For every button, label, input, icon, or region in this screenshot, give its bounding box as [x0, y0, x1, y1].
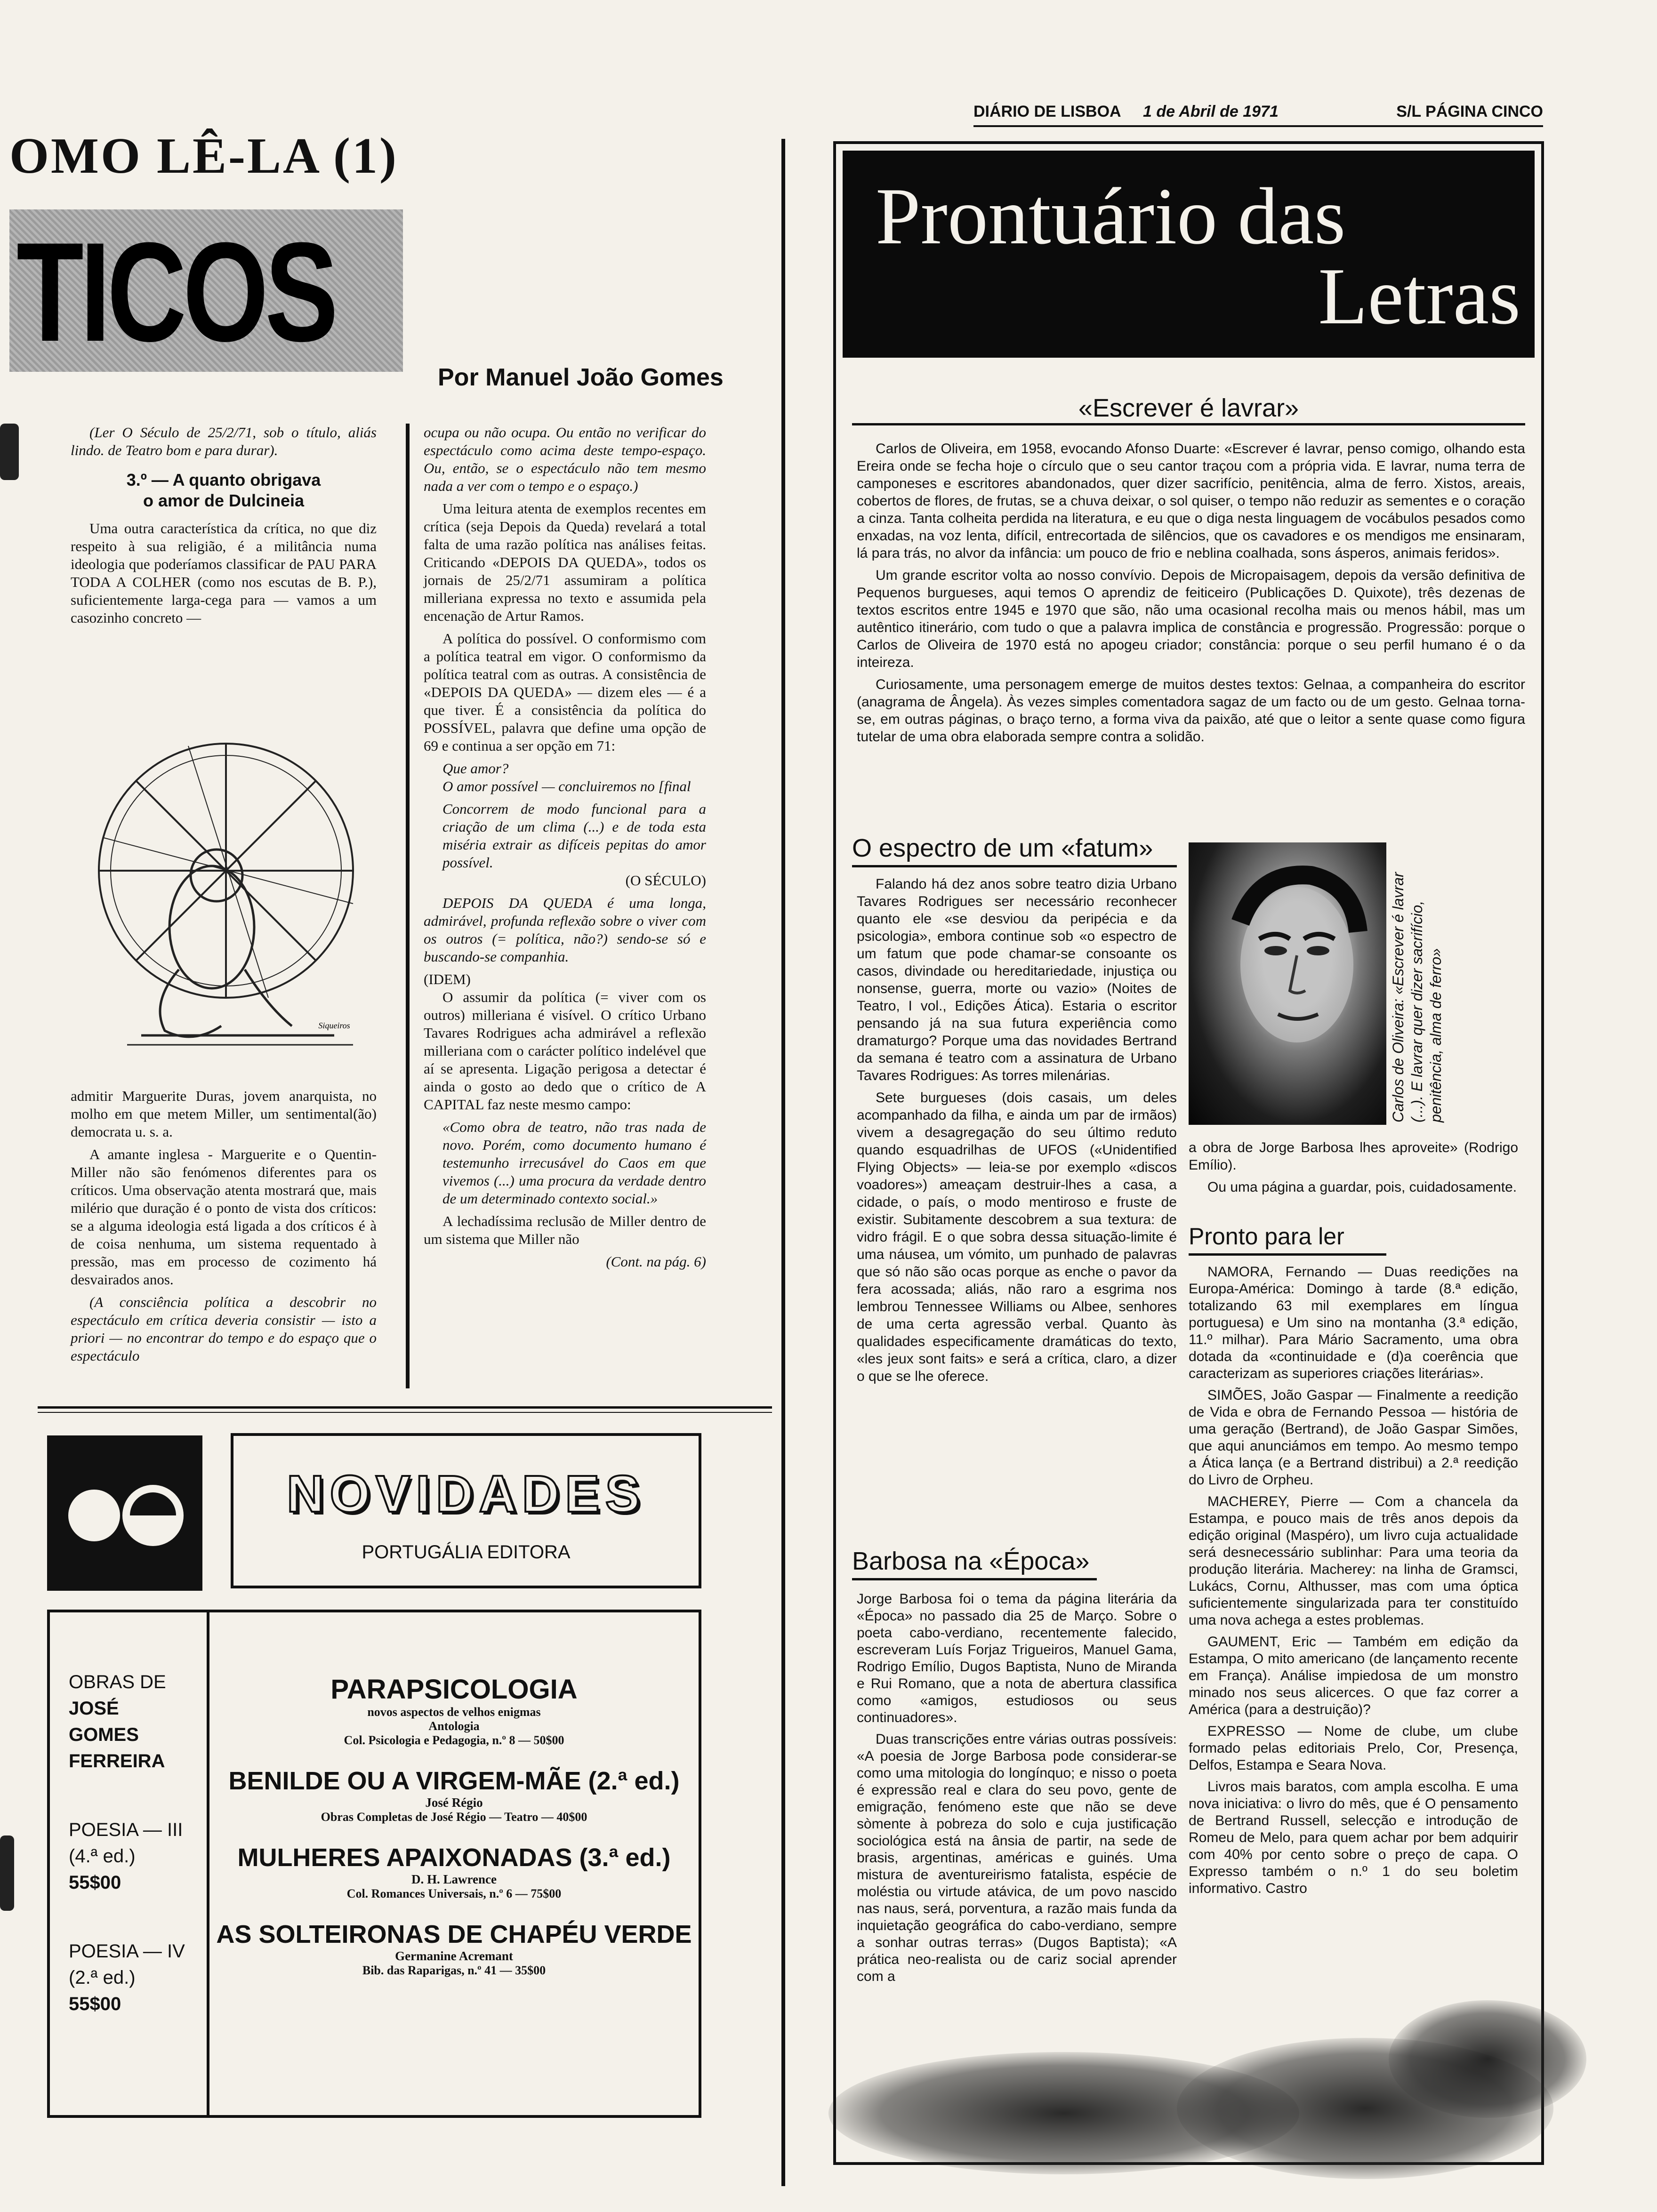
book-price: 55$00: [69, 1872, 121, 1893]
book-title: POESIA — IV: [69, 1941, 185, 1962]
paragraph: EXPRESSO — Nome de clube, um clube formado pelas editoriais Prelo, Cor, Presença, Delfos, Estampa e Seara Nova.: [1189, 1723, 1518, 1773]
left-column-2: [424, 424, 706, 1271]
section-rule: [38, 1406, 772, 1409]
book-title: PARAPSICOLOGIA: [330, 1674, 578, 1705]
paragraph: O assumir da política (= viver com os outros) milleriana é visível. O crítico Urbano Tavares Rodrigues acha admirável a reflexão milleriana com o carácter político indelével que aí se apresenta. Ligação perigosa a detectar é ainda o gosto ao dedo que o crítico de A CAPITAL faz neste mesmo campo:: [424, 989, 706, 1113]
left-column-1-cont: [71, 1087, 377, 1370]
section-espectro: [852, 833, 1177, 867]
paragraph: MACHEREY, Pierre — Com a chancela da Estampa, e pouco mais de três anos depois da edição original (Maspéro), um livro cuja actualidade será desnecessário sublinhar: Para uma teoria da produção literária. Macherey: na linha de Gramsci, Lukács, Cornu, Althusser, mas com uma óptica suficientemente singularizada para ter constituído uma nova achega a estes problemas.: [1189, 1494, 1518, 1628]
paragraph: Uma outra característica da crítica, no que diz respeito à sua religião, é a militância numa ideologia que poderíamos classificar de PAU PARA TODA A COLHER (como nos escutas de B. P.), suficientemente larga-cega para — vamos a um casozinho concreto —: [71, 520, 377, 626]
author-line: JOSÉ: [69, 1698, 119, 1719]
photo-eye: [1264, 946, 1287, 955]
novidades-title: NOVIDADES: [287, 1465, 645, 1523]
novidades-box: [231, 1433, 701, 1588]
book-price: 55$00: [69, 1994, 121, 2014]
quote-block: [442, 800, 706, 890]
quote-source: (IDEM): [424, 971, 471, 987]
continued-note: (Cont. na pág. 6): [606, 1253, 706, 1270]
masthead: [973, 103, 1543, 126]
paragraph: a obra de Jorge Barbosa lhes aproveite» (Rodrigo Emílio).: [1189, 1140, 1518, 1173]
publisher-name: PORTUGÁLIA EDITORA: [362, 1542, 571, 1563]
paragraph: ocupa ou não ocupa. Ou então no verificar do espectáculo como acima deste tempo-espaço. Ou, então, se o espectáculo não tem mesmo nada a ver com o tempo e o espaço.): [424, 424, 706, 494]
paragraph: SIMÕES, João Gaspar — Finalmente a reedição de Vida e obra de Fernando Pessoa — história de uma geração (Bertrand), de João Gaspar Simões, que aqui anunciámos em tempo. Ao mesmo tempo a Ática lança (e a Bertrand distribui) a 2.ª reedição do Livro de Orpheu.: [1189, 1387, 1518, 1488]
section-title: Barbosa na «Época»: [852, 1547, 1090, 1575]
left-column-1: [71, 424, 377, 632]
book-title: BENILDE OU A VIRGEM-MÃE (2.ª ed.): [228, 1767, 680, 1795]
book-subtitle: Antologia: [428, 1719, 480, 1733]
title-rule: [1189, 1253, 1386, 1256]
paragraph: Sete burgueses (dois casais, um deles acompanhado da filha, e ainda um par de irmãos) vivem a desagregação do seu último reduto quando esquadrilhas de UFOS («Unidentified Flying Objects» — leia-se por exemplo «discos voadores») ameaçam destruir-lhes a casa, a cidade, o país, o modo mentiroso e fruste de existir. Subitamente descobrem a sua textura: de vidro frágil. E o que sobra dessa situação-limite é uma náusea, um vómito, um punhado de palavras que só não são ocas porque as enche o pavor da fera acossada; aliás, não raro a esgrima nos lembrou Tennessee Williams ou Albee, senhores de uma certa agressão verbal. Quanto às qualidades especificamente dramáticas do texto, «les jeux sont faits» e será a crítica, claro, a dizer o que se lhe oferece.: [857, 1090, 1177, 1384]
left-headline: OMO LÊ-LA (1): [9, 128, 398, 184]
book-collection: Col. Romances Universais, n.º 6 — 75$00: [346, 1887, 562, 1900]
quote-paragraph: «Como obra de teatro, não tras nada de novo. Porém, como documento humano é testemunho irrecusável do Caos em que vivemos (...) uma procura da verdade dentro de um determinado contexto social.»: [442, 1119, 706, 1207]
book-edition: (2.ª ed.): [69, 1967, 136, 1988]
section-title: «Escrever é lavrar»: [1078, 394, 1299, 422]
book-title: MULHERES APAIXONADAS (3.ª ed.): [237, 1843, 671, 1872]
paragraph: DEPOIS DA QUEDA é uma longa, admirável, profunda reflexão sobre o viver com os outros (= política, não?) sendo-se só e buscando-se companhia.: [424, 895, 706, 965]
paragraph: (A consciência política a descobrir no espectáculo em crítica deveria consistir — isto a priori — no encontrar do tempo e do espaço que o espectáculo: [71, 1294, 377, 1364]
page-divider-rule: [781, 139, 785, 2186]
book-subtitle: novos aspectos de velhos enigmas: [367, 1705, 541, 1719]
paragraph: Livros mais baratos, com ampla escolha. E uma nova iniciativa: o livro do mês, que é O pensamento de Bertrand Russell, selecção e introdução de Romeu de Melo, para quem achar por bem adquirir com 40% por cento sobre o preço de capa. O Expresso também o n.º 1 do seu boletim informativo. Castro: [1189, 1779, 1518, 1896]
title-rule: [852, 865, 1177, 867]
paragraph: Uma leitura atenta de exemplos recentes em crítica (seja Depois da Queda) revelará a total falta de uma razão política nas análises feitas. Criticando «DEPOIS DA QUEDA», todos os jornais de 25/2/71 assumiram a política milleriana expressa no texto e assumida pela encenação de Artur Ramos.: [424, 500, 706, 624]
paragraph: Ou uma página a guardar, pois, cuidadosamente.: [1207, 1179, 1517, 1195]
quote-block: [442, 760, 706, 795]
column-rule: [406, 424, 410, 1388]
masthead-date: 1 de Abril de 1971: [1143, 103, 1279, 120]
book-author: D. H. Lawrence: [411, 1872, 497, 1886]
book-title: AS SOLTEIRONAS DE CHAPÉU VERDE: [216, 1920, 692, 1948]
masthead-page: S/L PÁGINA CINCO: [1396, 103, 1543, 120]
quote-text: Concorrem de modo funcional para a criação de um clima (...) e de toda esta miséria extrair as difíceis pepitas do amor possível.: [442, 801, 706, 871]
author-line: GOMES: [69, 1724, 139, 1745]
masthead-paper: DIÁRIO DE LISBOA: [973, 103, 1121, 120]
masthead-rule: [973, 125, 1543, 127]
paragraph: GAUMENT, Eric — Também em edição da Estampa, O mito americano (de lançamento recente em França). Análise impiedosa de um monstro minado nos seus alicerces. O que faz correr a América (para a destruição)?: [1189, 1634, 1518, 1717]
banner-line-2: Letras: [1318, 252, 1520, 341]
section-pronto-text: [1189, 1264, 1518, 1902]
prontuario-banner: [843, 151, 1535, 358]
titles-box: [209, 1610, 701, 2118]
drawing-figure-limbs: [141, 970, 334, 1037]
book-collection: Col. Psicologia e Pedagogia, n.º 8 — 50$00: [344, 1733, 564, 1747]
byline: Por Manuel João Gomes: [438, 364, 724, 391]
paragraph: A política do possível. O conformismo com a política teatral em vigor. O conformismo da política teatral com as outras. A consistência de «DEPOIS DA QUEDA» — dizem eles — é a que tiver. É a consistência da política do POSSÍVEL, palavra que define uma opção de 69 e continua a ser opção em 71:: [424, 630, 706, 754]
drawing-caption: Siqueiros: [318, 1021, 350, 1030]
book-author: Germanine Acremant: [395, 1949, 513, 1963]
section-espectro-text: [857, 875, 1177, 1390]
siqueiros-drawing: [71, 725, 377, 1064]
paragraph: NAMORA, Fernando — Duas reedições na Europa-América: Domingo à tarde (8.ª edição, totalizando 63 mil exemplares em língua portuguesa) e Um sino na montanha (3.ª edição, 11.º milhar). Para Mário Sacramento, uma obra dotada da «continuidade e (d)a coerência que caracterizam as superiores criações literárias».: [1189, 1264, 1518, 1381]
photo-eye: [1307, 946, 1329, 955]
publisher-logo: [47, 1435, 202, 1591]
paragraph: A amante inglesa - Marguerite e o Quentin-Miller não são fenómenos diferentes para os críticos. Uma observação atenta mostrará que, mais milério que duração é o ponto de vista dos críticos: se a alguma ideologia está ligada a dos críticos é à de coisa nenhuma, um sistema requentado à pressão, mas em processo de cozimento há desvairados anos.: [71, 1146, 377, 1288]
side-text: [1189, 1139, 1518, 1201]
section-escrever: [847, 393, 1530, 425]
section-barbosa-text: [857, 1591, 1177, 1990]
section-barbosa: [852, 1546, 1097, 1580]
book-title: POESIA — III: [69, 1819, 183, 1840]
paragraph: Jorge Barbosa foi o tema da página literária da «Época» no passado dia 25 de Março. Sobre o poeta cabo-verdiano, recentemente falecido, escreveram Luís Forjaz Trigueiros, Manuel Gama, Rodrigo Emílio, Dugos Baptista, Nuno de Miranda e Rui Romano, que a nota de abertura classifica como «amigos, estudiosos ou seus continuadores».: [857, 1591, 1177, 1725]
section-title: Pronto para ler: [1189, 1223, 1344, 1250]
intro-note: (Ler O Século de 25/2/71, sob o título, aliás lindo. de Teatro bom e para durar).: [71, 424, 377, 458]
title-rule: [852, 1578, 1097, 1580]
section-rule: [38, 1412, 772, 1413]
scan-edge-mark: [0, 1835, 14, 1911]
paragraph: Curiosamente, uma personagem emerge de muitos destes textos: Gelnaa, a companheira do escritor (anagrama de Ângela). Às vezes simples comentadora sagaz de um facto ou de um gesto. Gelnaa torna-se, em outras páginas, o braço terno, a forma viva da paixão, até que o leitor a sente quase como figura tutelar de uma obra elaborada sempre contra a solidão.: [857, 677, 1525, 745]
book-collection: Bib. das Raparigas, n.º 41 — 35$00: [362, 1964, 546, 1977]
scan-edge-mark: [0, 424, 19, 480]
author-line: FERREIRA: [69, 1751, 165, 1771]
paragraph: A lechadíssima reclusão de Miller dentro de um sistema que Miller não: [424, 1213, 706, 1247]
paragraph: Duas transcrições entre várias outras possíveis: «A poesia de Jorge Barbosa pode considerar-se como uma mitologia do longínquo; e nisso o poeta é expressão real e clara do seu povo, gente de emigração, fenómeno este que não se deve sòmente à pobreza do solo e cuja justificação sociológica está na ânsia de partir, na sede de brasis, argentinas, américas e guinés. Uma mistura de aventureirismo fatalista, espécie de moléstia ou virtude atávica, de um povo nascido nas naus, será, porventura, a razão mais funda da inquietação geográfica do cabo-verdiano, sempre a sonhar outras terras» (Dugos Baptista); «A prática neo-realista ou de cariz social aprender com a: [857, 1731, 1177, 1984]
obras-box: [47, 1610, 209, 2118]
photo-face-sketch: [1189, 842, 1386, 1125]
book-edition: (4.ª ed.): [69, 1846, 136, 1867]
section-escrever-text: [857, 440, 1525, 750]
paragraph: admitir Marguerite Duras, jovem anarquista, no molho em que metem Miller, um sentimental(ão) democrata u. s. a.: [71, 1088, 377, 1140]
paragraph: Um grande escritor volta ao nosso convívio. Depois de Micropaisagem, depois da versão definitiva de Pequenos burgueses, aqui temos O aprendiz de feiticeiro (Publicações D. Quixote), três dezenas de textos escritos entre 1945 e 1970 que são, não uma ocasional recolha mais ou menos hábil, mas um autêntico itinerário, com tudo o que a palavra implica de constância e progressão. Progressão: porque o Carlos de Oliveira de 1970 está no apogeu criador; constância: porque o seu perfil humano é o da inteireza.: [857, 568, 1525, 670]
scan-smudge: [1389, 2000, 1586, 2118]
quote-line: Que amor?: [442, 760, 509, 777]
logo-left-disc: [68, 1490, 120, 1541]
section-title-line-2: o amor de Dulcineia: [143, 491, 305, 510]
paragraph: Falando há dez anos sobre teatro dizia Urbano Tavares Rodrigues ser necessário reconhecer quanto ele «se desviou da peripécia e da psicologia», embora continue sob «o espectro de um fatum que pode chamar-se consoante os casos, divindade ou hereditariedade, injustiça ou nonsense, guerra, morte ou vazio» (Noites de Teatro, I vol., Edições Ática). Estaria o escritor pensando já na sua futura experiência como dramaturgo? Porque uma das novidades Bertrand da semana é teatro com a assinatura de Urbano Tavares Rodrigues: As torres milenárias.: [857, 876, 1177, 1083]
banner-word: TICOS: [16, 213, 335, 371]
book-collection: Obras Completas de José Régio — Teatro — 40$00: [321, 1810, 587, 1824]
photo-caption: Carlos de Oliveira: «Escrever é lavrar (...). E lavrar quer dizer sacrifício, penitência, alma de ferro»: [1390, 872, 1444, 1122]
banner-line-1: Prontuário das: [876, 172, 1346, 261]
section-title: O espectro de um «fatum»: [852, 834, 1153, 862]
paragraph: Carlos de Oliveira, em 1958, evocando Afonso Duarte: «Escrever é lavrar, penso comigo, olhando esta Ereira onde se fecha hoje o círculo que o seu cantor traçou com a própria vida. E lavrar, numa terra de camponeses e escritores abandonados, quer dizer sacrifício, penitência, alma de ferro. Xistos, areais, cobertos de flores, de frutas, se a chuva deixar, o sol quiser, o tempo não reduzir as sementes e o coração a cinza. Tanta colheita perdida na literatura, e eu que o diga nesta linguagem de vocábulos pesados como enxadas, na voz lenta, difícil, entrecortada de silêncios, que os cavadores e os mendigos me ensinaram, lá para trás, no alvor da infância: um pouco de frio e neblina coalhada, sons ásperos, animais feridos».: [857, 441, 1525, 561]
obras-label: OBRAS DE: [69, 1672, 166, 1692]
book-author: José Régio: [425, 1795, 483, 1810]
quote-line: O amor possível — concluiremos no [final: [442, 778, 691, 794]
quote-source: (O SÉCULO): [625, 872, 706, 889]
section-pronto: [1189, 1221, 1386, 1256]
author-photo: [1189, 842, 1386, 1125]
section-title: [71, 470, 377, 511]
title-rule: [852, 423, 1525, 425]
section-title-line-1: 3.º — A quanto obrigava: [126, 470, 321, 489]
